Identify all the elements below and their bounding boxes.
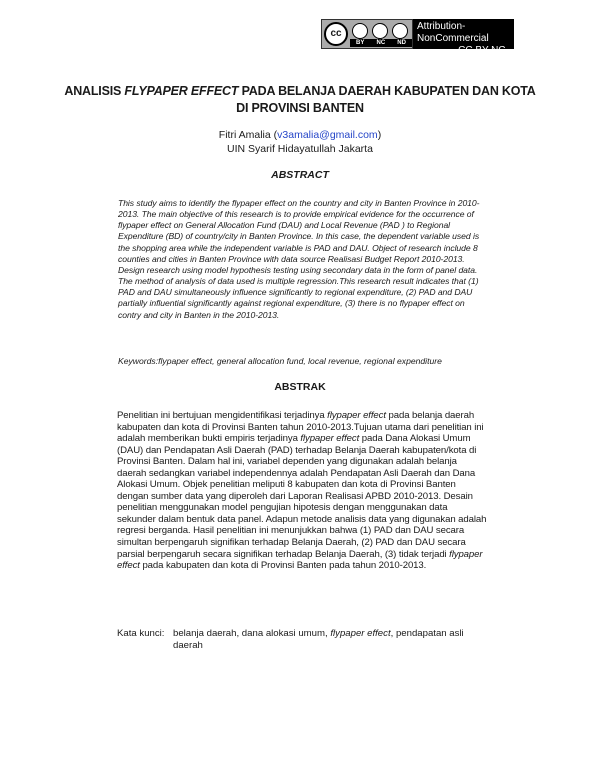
abstrak-s2: pada belanja daerah kabupaten dan kota di Provinsi Banten tahun 2010-2013.Tujuan utama dari penelitian ini adalah memberikan bukti empiris terjadinya [117,410,484,445]
abstrak-s2-italic: flypaper effect [300,433,360,445]
author-affiliation: UIN Syarif Hidayatullah Jakarta [227,143,373,155]
author-block: Fitri Amalia (v3amalia@gmail.com) UIN Syarif Hidayatullah Jakarta [0,128,600,156]
kata-kunci [117,628,487,652]
kata-kunci-2: , pendapatan asli daerah [173,628,464,651]
title-part2: PADA BELANJA DAERAH KABUPATEN DAN KOTA DI PROVINSI BANTEN [236,84,536,115]
abstrak-s4: pada kabupaten dan kota di Provinsi Banten pada tahun 2010-2013. [139,560,427,572]
kata-kunci-italic: flypaper effect [330,628,391,639]
abstrak-s1-italic: flypaper effect [327,410,386,421]
author-name: Fitri Amalia [218,129,271,141]
abstrak-s3: pada Dana Alokasi Umum (DAU) dan Pendapatan Asli Daerah (PAD) terhadap Belanja Daerah kabupaten/kota di Provinsi Banten. Dalam hal ini, variabel dependen yang digunakan adalah belanja daerah sedangkan variabel independennya adalah Pendapatan Asli Daerah dan Dana Alokasi Umum. Objek penelitian meliputi 8 kabupaten dan kota di Provinsi Banten dengan sumber data yang diperoleh dari Laporan Realisasi APBD 2010-2013. Desain penelitian menggunakan model pengujian hipotesis dengan menggunakan data sekunder dalam bentuk data panel. Adapun metode analisis data yang digunakan adalah regresi berganda. Hasil penelitian ini menunjukkan bahwa (1) PAD dan DAU secara simultan berpengaruh signifikan terhadap Belanja Daerah, (2) PAD dan DAU secara parsial berpengaruh secara signifikan terhadap Belanja Daerah, (3) tidak terjadi [117,433,487,560]
kata-kunci-label: Kata kunci: [117,628,165,639]
noderivs-icon [392,23,408,39]
cc-license-badge[interactable] [321,19,514,68]
cc-logo-icon: cc [324,22,348,46]
title-part1: ANALISIS [64,84,125,98]
noncommercial-icon [372,23,388,39]
tag-by: BY [356,40,365,46]
abstract-keywords: Keywords:flypaper effect, general allocation fund, local revenue, regional expenditure [118,356,442,366]
title-italic: FLYPAPER EFFECT [124,84,239,98]
license-tags [350,39,412,47]
license-text [413,19,514,68]
kata-kunci-values [173,628,487,652]
tag-nc: NC [376,40,386,46]
author-email[interactable]: v3amalia@gmail.com [277,129,378,141]
paper-title [60,83,540,117]
abstrak-s3-italic: flypaper effect [117,548,483,572]
attribution-icon [352,23,368,39]
tag-nd: ND [397,40,406,46]
cc-icons [321,19,413,49]
abstract-body: This study aims to identify the flypaper effect on the country and city in Banten Province in 2010-2013. The main objective of this research is to provide empirical evidence for the occurrence of flypaper effect on General Allocation Fund (DAU) and Local Revenue (PAD ) to Regional Expenditure (BD) of country/city in Banten Province. In this case, the dependent variable used is the shopping area while the independent variable is PAD and DAU. Object of research include 8 counties and cities in Banten Province with data source Realisasi Budget Report 2010-2013. Design research using model hypothesis testing using secondary data in the form of panel data. The method of analysis of data used is multiple regression.This research result indicates that (1) PAD and DAU simultaneously influence significantly to regional expenditure, (2) PAD and DAU partially influential significantly against regional expenditure, (3) there is no flypaper effect on contry and city in Banten in the 2010-2013. [118,198,480,320]
abstrak-body [117,410,487,572]
license-line1: Attribution-NonCommercial [417,21,489,44]
abstrak-heading: ABSTRAK [274,381,326,393]
abstract-heading: ABSTRACT [271,169,329,181]
kata-kunci-1: belanja daerah, dana alokasi umum, [173,628,331,639]
license-line2-right: CC BY-NC-ND [458,45,509,68]
abstrak-s1: Penelitian ini bertujuan mengidentifikasi terjadinya [117,410,328,421]
license-line2-left: -NoDerivs [417,45,459,68]
